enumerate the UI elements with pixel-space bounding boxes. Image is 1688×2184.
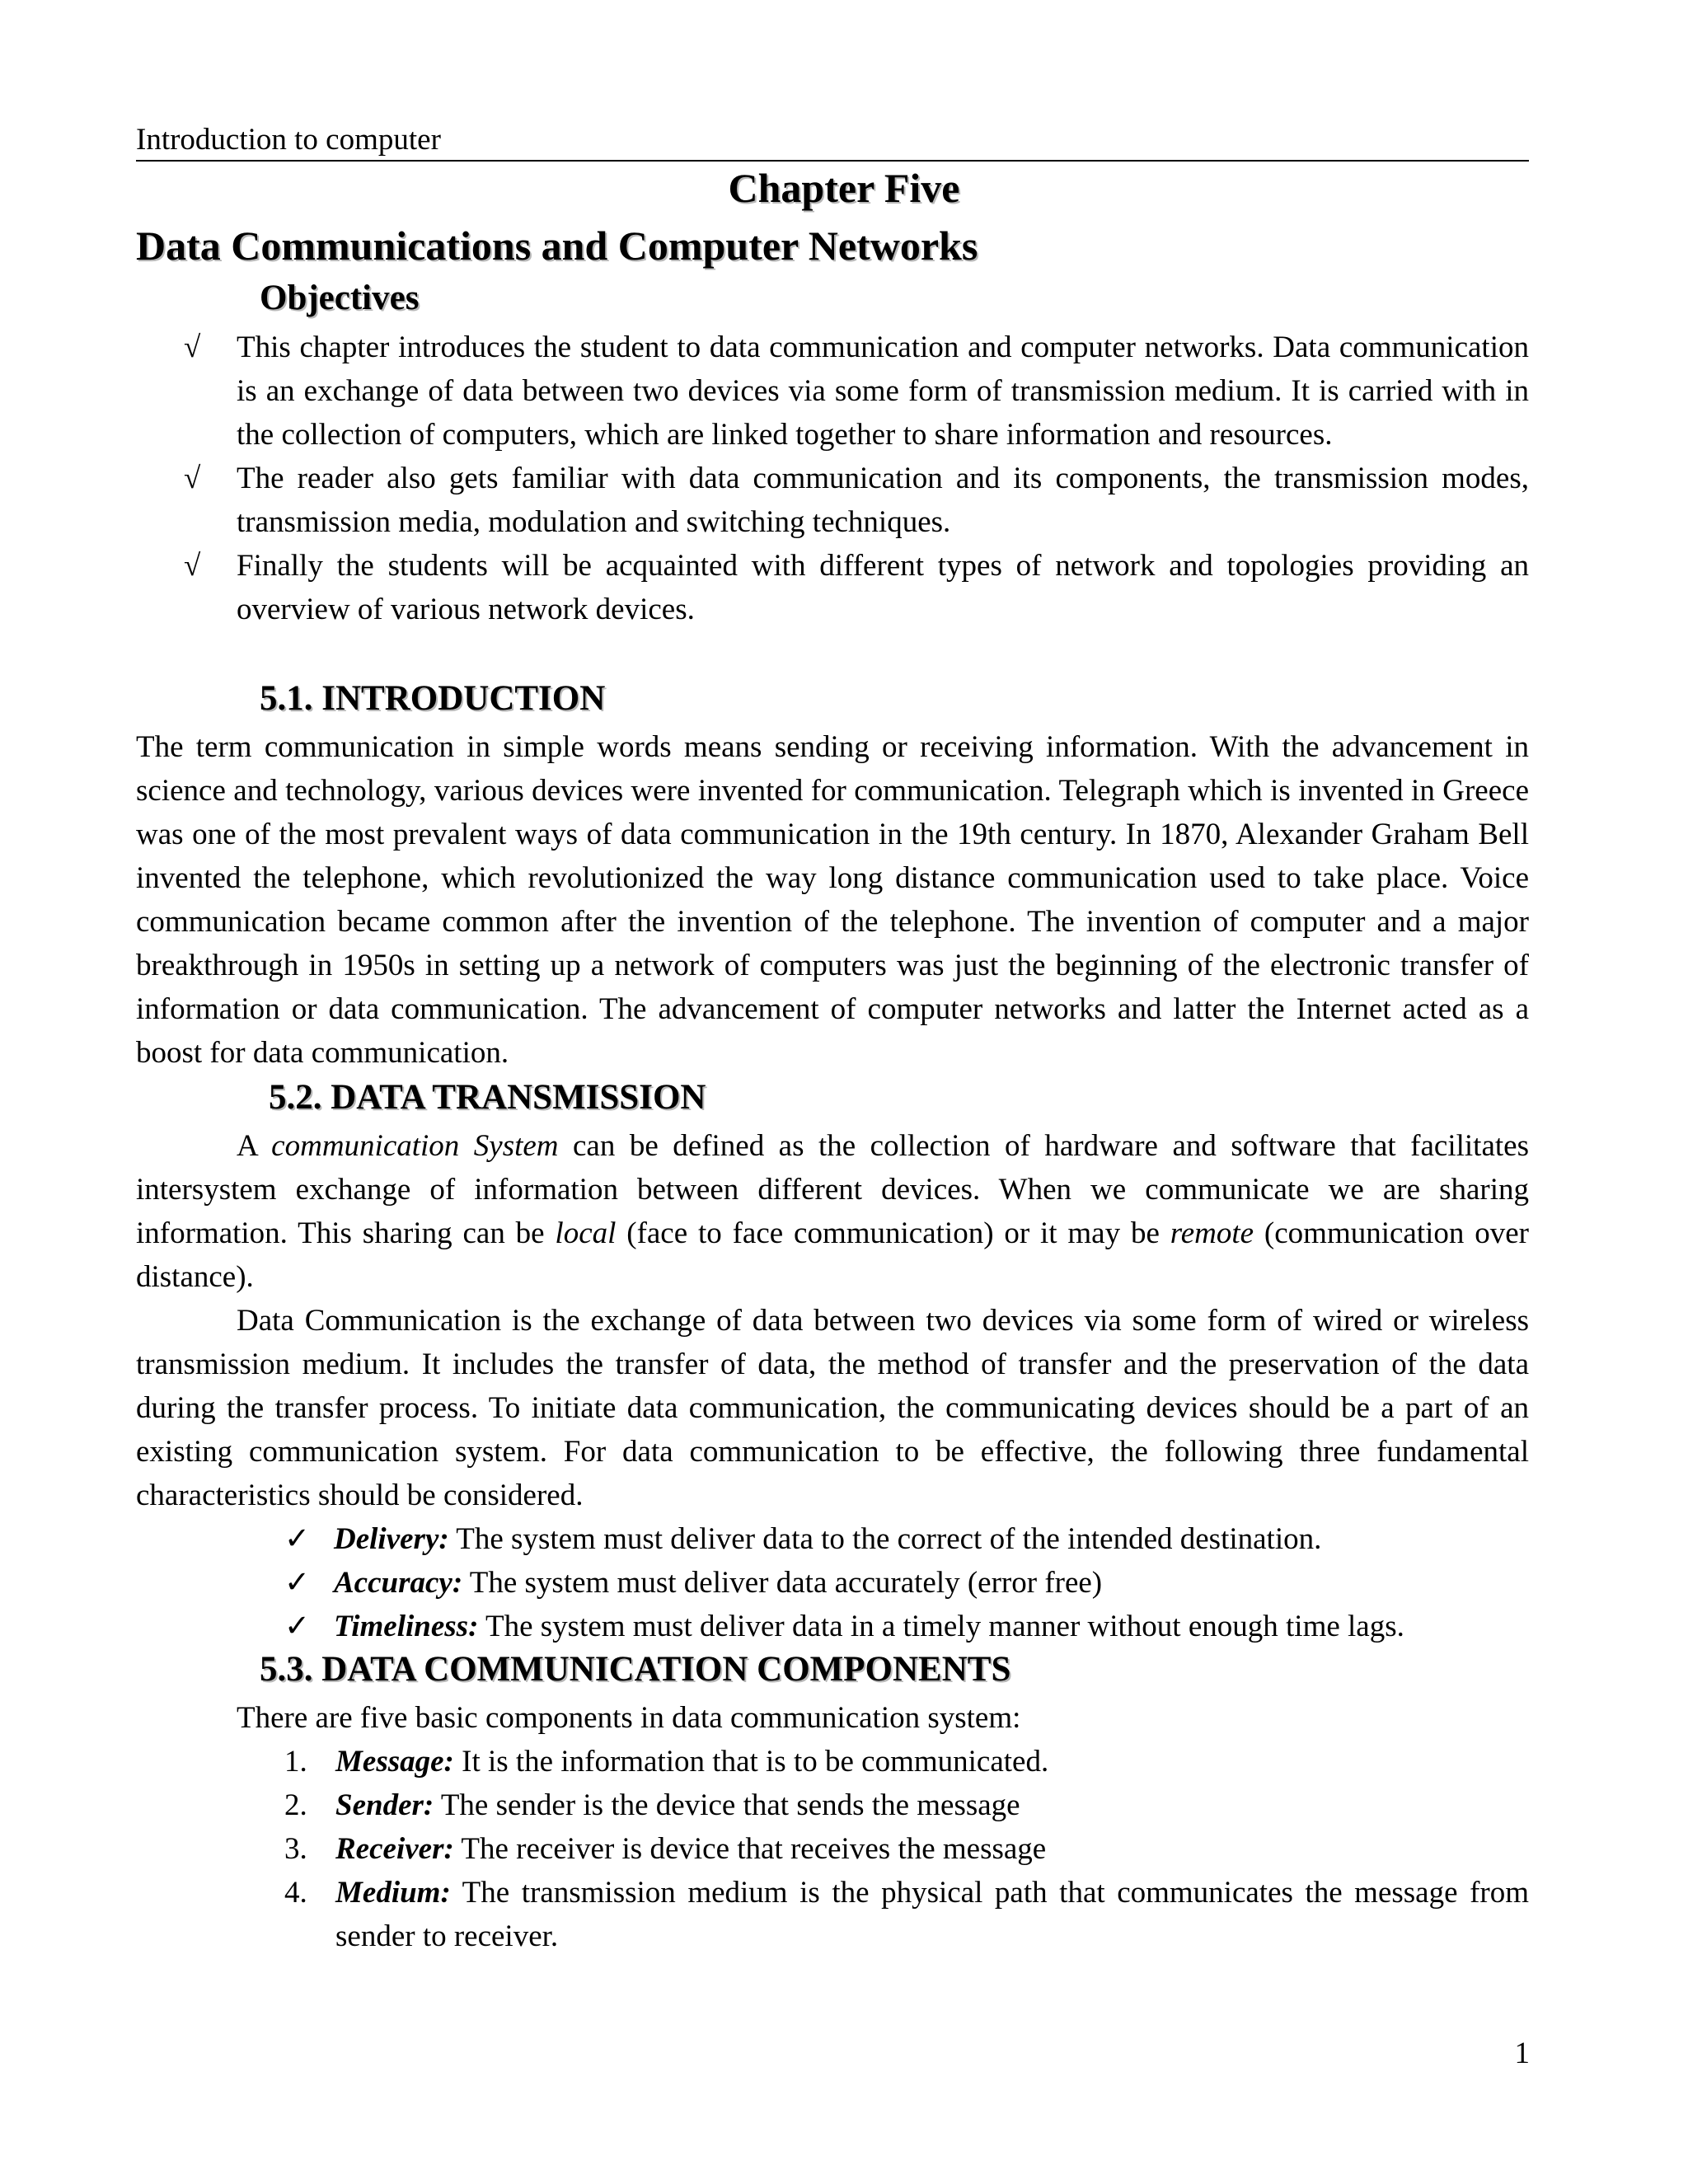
section-heading-components: 5.3. DATA COMMUNICATION COMPONENTS [260, 1650, 1011, 1689]
section-heading-data-transmission: 5.2. DATA TRANSMISSION [269, 1078, 706, 1117]
list-item [136, 326, 1529, 457]
part-title: Data Communications and Computer Networks [136, 223, 978, 269]
item-text: It is the information that is to be communicated. [453, 1745, 1049, 1779]
checkmark-icon: ✓ [284, 1522, 311, 1556]
chapter-title: Chapter Five [728, 165, 960, 211]
item-number: 2. [284, 1788, 307, 1822]
emphasis-text: local [555, 1216, 617, 1250]
objective-text: This chapter introduces the student to data communication and computer networks. Data communication is an exchange of data between two devices via some form of transmission medium. It is carried with in the collection of computers, which are linked together to share information and resources. [237, 330, 1529, 452]
list-item [136, 544, 1529, 631]
list-item [284, 1871, 1529, 1958]
objectives-heading: Objectives [260, 279, 420, 317]
list-item [284, 1517, 1529, 1561]
item-label: Receiver: [335, 1832, 454, 1866]
item-label: Medium: [335, 1876, 451, 1910]
item-label: Accuracy: [334, 1566, 463, 1600]
transmission-paragraph-1 [136, 1124, 1529, 1299]
item-text: The system must deliver data in a timely manner without enough time lags. [478, 1610, 1404, 1643]
item-number: 1. [284, 1745, 307, 1779]
list-item [284, 1740, 1529, 1783]
emphasis-text: remote [1170, 1216, 1254, 1250]
check-root-icon: √ [184, 330, 201, 364]
objective-text: The reader also gets familiar with data communication and its components, the transmission modes, transmission media, modulation and switching techniques. [237, 462, 1529, 539]
objectives-list [136, 326, 1529, 631]
item-text: The system must deliver data accurately (error free) [462, 1566, 1103, 1600]
running-header: Introduction to computer [136, 122, 1529, 162]
item-text: The transmission medium is the physical path that communicates the message from sender to receiver. [335, 1876, 1529, 1953]
item-number: 3. [284, 1832, 307, 1866]
components-list [284, 1740, 1529, 1958]
item-number: 4. [284, 1876, 307, 1910]
item-label: Timeliness: [334, 1610, 479, 1643]
text-run: (face to face communication) or it may be [616, 1216, 1170, 1250]
checkmark-icon: ✓ [284, 1566, 311, 1600]
item-label: Sender: [335, 1788, 434, 1822]
components-intro: There are five basic components in data communication system: [237, 1701, 1021, 1735]
list-item [284, 1561, 1529, 1605]
text-run: can be defined as the collection of hardware and software that facilitates intersystem exchange of information between different devices. When we communicate we are sharing information. This sharing can be [136, 1129, 1529, 1250]
list-item [284, 1827, 1529, 1871]
check-root-icon: √ [184, 549, 201, 583]
item-label: Delivery: [334, 1522, 449, 1556]
objective-text: Finally the students will be acquainted with different types of network and topologies providing an overview of various network devices. [237, 549, 1529, 626]
characteristics-list [284, 1517, 1529, 1648]
item-text: The system must deliver data to the correct of the intended destination. [448, 1522, 1322, 1556]
section-heading-introduction: 5.1. INTRODUCTION [260, 679, 606, 718]
item-text: The sender is the device that sends the message [434, 1788, 1020, 1822]
item-text: The receiver is device that receives the message [453, 1832, 1047, 1866]
transmission-paragraph-2: Data Communication is the exchange of data between two devices via some form of wired or wireless transmission medium. It includes the transfer of data, the method of transfer and the preservation of the data during the transfer process. To initiate data communication, the communicating devices should be a part of an existing communication system. For data communication to be effective, the following three fundamental characteristics should be considered. [136, 1304, 1529, 1512]
list-item [284, 1783, 1529, 1827]
list-item [284, 1605, 1529, 1648]
list-item [136, 457, 1529, 544]
text-run: A [237, 1129, 272, 1163]
emphasis-text: communication System [271, 1129, 559, 1163]
introduction-paragraph: The term communication in simple words means sending or receiving information. With the advancement in science and technology, various devices were invented for communication. Telegraph which is invented in Greece was one of the most prevalent ways of data communication in the 19th century. In 1870, Alexander Graham Bell invented the telephone, which revolutionized the way long distance communication used to take place. Voice communication became common after the invention of the telephone. The invention of computer and a major breakthrough in 1950s in setting up a network of computers was just the beginning of the electronic transfer of information or data communication. The advancement of computer networks and latter the Internet acted as a boost for data communication. [136, 730, 1529, 1070]
checkmark-icon: ✓ [284, 1610, 311, 1643]
text-run: (communication over distance). [136, 1216, 1529, 1294]
check-root-icon: √ [184, 462, 201, 495]
page-number: 1 [1514, 2036, 1530, 2070]
item-label: Message: [335, 1745, 454, 1779]
